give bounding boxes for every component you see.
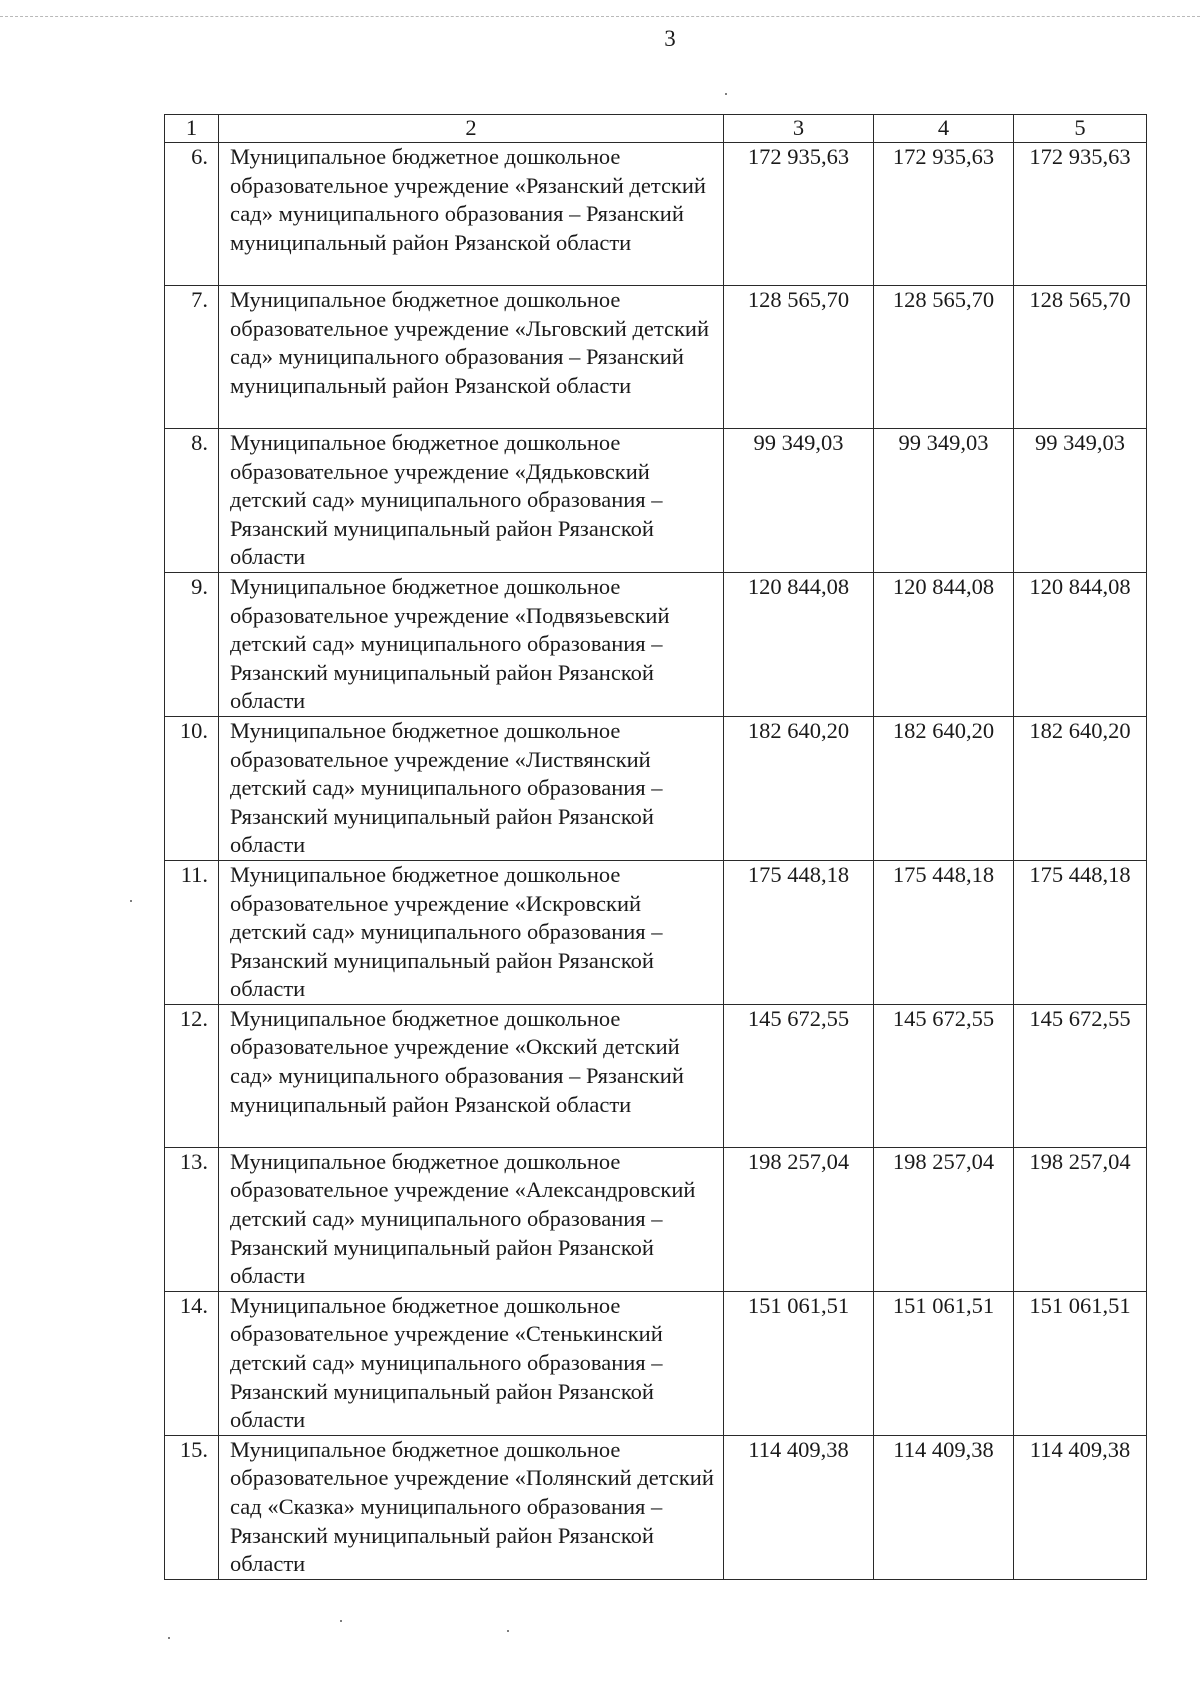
- allocation-table: [164, 114, 1147, 1580]
- institution-name: Муниципальное бюджетное дошкольное образовательное учреждение «Окский детский сад» муниципального образования – Рязанский муниципальный район Рязанской области: [219, 1004, 724, 1147]
- value-col-4: 145 672,55: [874, 1004, 1014, 1147]
- value-col-3: 114 409,38: [724, 1435, 874, 1579]
- table-row: [165, 1291, 1147, 1435]
- value-col-3: 182 640,20: [724, 716, 874, 860]
- scan-speck: [725, 93, 727, 95]
- value-col-4: 114 409,38: [874, 1435, 1014, 1579]
- value-col-3: 99 349,03: [724, 429, 874, 573]
- value-col-3: 172 935,63: [724, 143, 874, 286]
- table-row: [165, 286, 1147, 429]
- table-row: [165, 143, 1147, 286]
- header-row: [165, 115, 1147, 143]
- scan-speck: [168, 1637, 170, 1639]
- value-col-3: 128 565,70: [724, 286, 874, 429]
- value-col-5: 198 257,04: [1014, 1147, 1147, 1291]
- value-col-4: 151 061,51: [874, 1291, 1014, 1435]
- value-col-5: 120 844,08: [1014, 572, 1147, 716]
- value-col-3: 145 672,55: [724, 1004, 874, 1147]
- table-row: [165, 716, 1147, 860]
- row-number: 12.: [165, 1004, 219, 1147]
- table-row: [165, 429, 1147, 573]
- value-col-4: 172 935,63: [874, 143, 1014, 286]
- value-col-4: 128 565,70: [874, 286, 1014, 429]
- institution-name: Муниципальное бюджетное дошкольное образовательное учреждение «Стенькинский детский сад» муниципального образования – Рязанский муниципальный район Рязанской области: [219, 1291, 724, 1435]
- value-col-5: 182 640,20: [1014, 716, 1147, 860]
- value-col-5: 175 448,18: [1014, 860, 1147, 1004]
- row-number: 7.: [165, 286, 219, 429]
- institution-name: Муниципальное бюджетное дошкольное образовательное учреждение «Александровский детский сад» муниципального образования – Рязанский муниципальный район Рязанской области: [219, 1147, 724, 1291]
- header-col-1: 1: [165, 115, 219, 143]
- page-number: 3: [664, 26, 676, 51]
- institution-name: Муниципальное бюджетное дошкольное образовательное учреждение «Искровский детский сад» муниципального образования – Рязанский муниципальный район Рязанской области: [219, 860, 724, 1004]
- value-col-3: 120 844,08: [724, 572, 874, 716]
- institution-name: Муниципальное бюджетное дошкольное образовательное учреждение «Полянский детский сад «Сказка» муниципального образования – Рязанский муниципальный район Рязанской области: [219, 1435, 724, 1579]
- row-number: 9.: [165, 572, 219, 716]
- institution-name: Муниципальное бюджетное дошкольное образовательное учреждение «Дядьковский детский сад» муниципального образования – Рязанский муниципальный район Рязанской области: [219, 429, 724, 573]
- scan-edge-line: [0, 16, 1200, 17]
- value-col-3: 175 448,18: [724, 860, 874, 1004]
- header-col-4: 4: [874, 115, 1014, 143]
- table-row: [165, 860, 1147, 1004]
- value-col-4: 182 640,20: [874, 716, 1014, 860]
- row-number: 14.: [165, 1291, 219, 1435]
- table-row: [165, 1435, 1147, 1579]
- value-col-3: 198 257,04: [724, 1147, 874, 1291]
- value-col-3: 151 061,51: [724, 1291, 874, 1435]
- row-number: 10.: [165, 716, 219, 860]
- value-col-5: 151 061,51: [1014, 1291, 1147, 1435]
- value-col-5: 145 672,55: [1014, 1004, 1147, 1147]
- value-col-5: 99 349,03: [1014, 429, 1147, 573]
- header-col-2: 2: [219, 115, 724, 143]
- row-number: 15.: [165, 1435, 219, 1579]
- value-col-5: 172 935,63: [1014, 143, 1147, 286]
- scan-speck: [507, 1630, 509, 1632]
- value-col-4: 99 349,03: [874, 429, 1014, 573]
- institution-name: Муниципальное бюджетное дошкольное образовательное учреждение «Льговский детский сад» муниципального образования – Рязанский муниципальный район Рязанской области: [219, 286, 724, 429]
- table-row: [165, 572, 1147, 716]
- value-col-4: 120 844,08: [874, 572, 1014, 716]
- value-col-5: 128 565,70: [1014, 286, 1147, 429]
- row-number: 6.: [165, 143, 219, 286]
- header-col-3: 3: [724, 115, 874, 143]
- value-col-4: 175 448,18: [874, 860, 1014, 1004]
- institution-name: Муниципальное бюджетное дошкольное образовательное учреждение «Рязанский детский сад» муниципального образования – Рязанский муниципальный район Рязанской области: [219, 143, 724, 286]
- institution-name: Муниципальное бюджетное дошкольное образовательное учреждение «Листвянский детский сад» муниципального образования – Рязанский муниципальный район Рязанской области: [219, 716, 724, 860]
- table-row: [165, 1147, 1147, 1291]
- scan-speck: [130, 900, 132, 902]
- value-col-5: 114 409,38: [1014, 1435, 1147, 1579]
- institution-name: Муниципальное бюджетное дошкольное образовательное учреждение «Подвязьевский детский сад» муниципального образования – Рязанский муниципальный район Рязанской области: [219, 572, 724, 716]
- row-number: 13.: [165, 1147, 219, 1291]
- header-col-5: 5: [1014, 115, 1147, 143]
- row-number: 8.: [165, 429, 219, 573]
- scan-speck: [340, 1620, 342, 1622]
- table-row: [165, 1004, 1147, 1147]
- row-number: 11.: [165, 860, 219, 1004]
- value-col-4: 198 257,04: [874, 1147, 1014, 1291]
